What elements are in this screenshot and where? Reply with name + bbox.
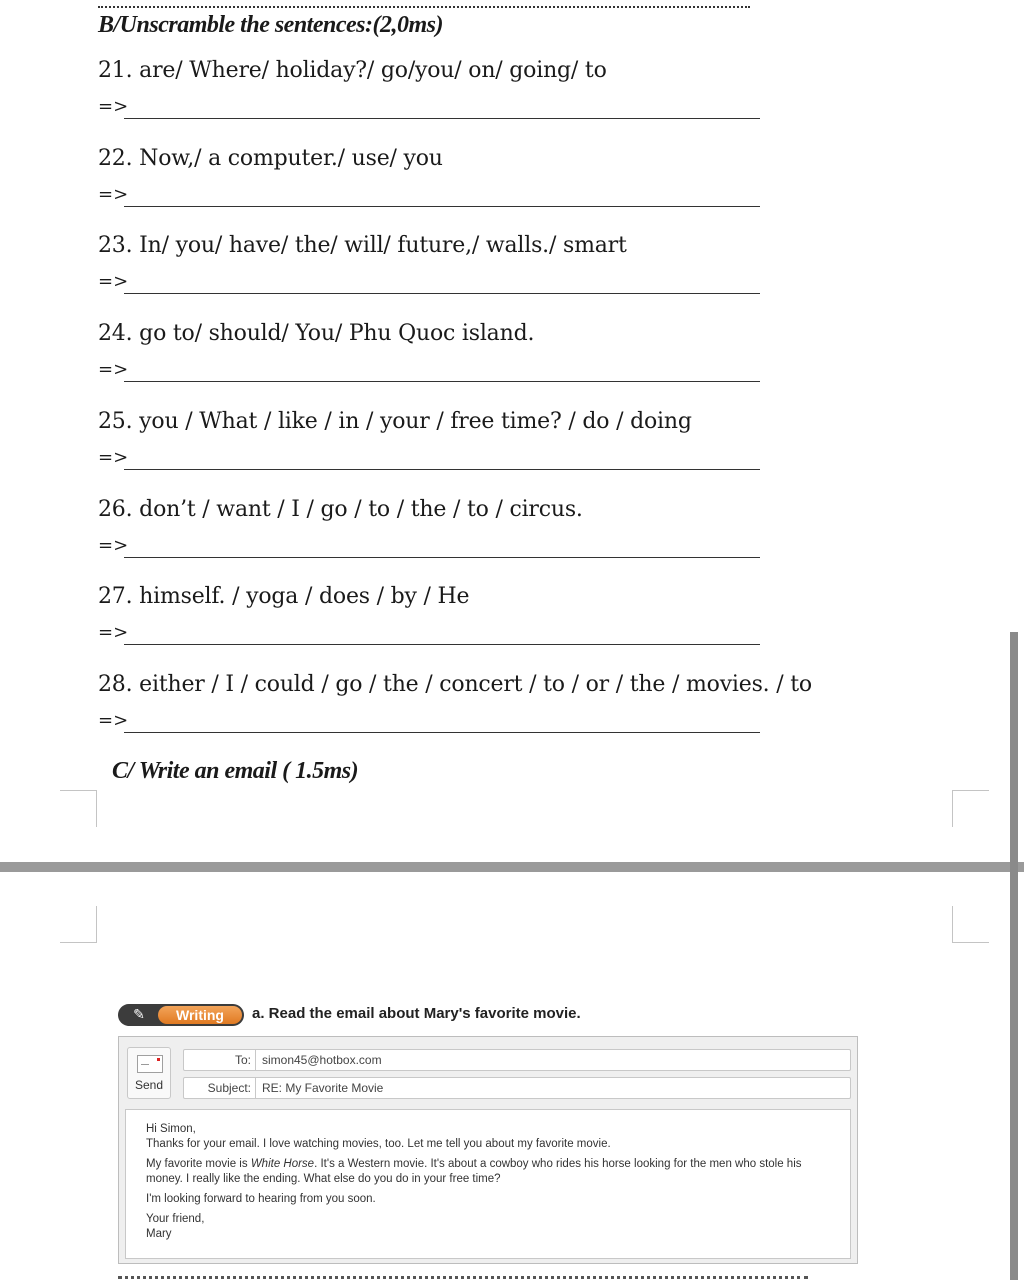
question-24 <box>98 319 818 380</box>
email-line-3: I'm looking forward to hearing from you soon. <box>146 1193 376 1205</box>
answer-arrow: => <box>98 622 129 643</box>
answer-arrow: => <box>98 184 129 205</box>
answer-arrow: => <box>98 359 129 380</box>
page-margin-marker <box>952 790 989 827</box>
question-text: 27. himself. / yoga / does / by / He <box>98 584 470 609</box>
answer-line[interactable] <box>98 271 762 297</box>
subject-value: RE: My Favorite Movie <box>262 1081 384 1095</box>
page-margin-marker <box>60 790 97 827</box>
section-b-heading: B/Unscramble the sentences:(2,0ms) <box>98 12 443 38</box>
question-text: 21. are/ Where/ holiday?/ go/you/ on/ going/ to <box>98 58 607 83</box>
page-margin-marker <box>952 906 989 943</box>
blank-line <box>124 644 760 645</box>
pen-icon: ✎ <box>133 1007 145 1023</box>
page-break <box>0 862 1024 872</box>
writing-instruction: a. Read the email about Mary's favorite movie. <box>252 1005 581 1022</box>
to-value: simon45@hotbox.com <box>262 1053 382 1067</box>
send-button[interactable] <box>127 1047 171 1099</box>
blank-line <box>124 118 760 119</box>
answer-arrow: => <box>98 535 129 556</box>
subject-field[interactable] <box>183 1077 851 1099</box>
email-greeting: Hi Simon, <box>146 1123 196 1135</box>
question-28 <box>98 670 818 731</box>
writing-badge-label: Writing <box>158 1006 242 1024</box>
page-margin-marker <box>60 906 97 943</box>
question-text: 25. you / What / like / in / your / free time? / do / doing <box>98 409 692 434</box>
writing-task-header <box>118 1004 878 1028</box>
cut-off-text-line <box>118 1276 808 1279</box>
email-signoff: Your friend, <box>146 1213 205 1225</box>
answer-arrow: => <box>98 271 129 292</box>
scrollbar[interactable] <box>1010 632 1018 1280</box>
to-label: To: <box>184 1050 256 1070</box>
question-25 <box>98 407 818 468</box>
answer-arrow: => <box>98 447 129 468</box>
answer-line[interactable] <box>98 359 762 385</box>
answer-line[interactable] <box>98 184 762 210</box>
email-line-1: Thanks for your email. I love watching movies, too. Let me tell you about my favorite movie. <box>146 1138 611 1150</box>
answer-arrow: => <box>98 96 129 117</box>
answer-arrow: => <box>98 710 129 731</box>
movie-title: White Horse <box>250 1158 315 1170</box>
question-text: 22. Now,/ a computer./ use/ you <box>98 146 443 171</box>
send-button-label: Send <box>134 1078 164 1092</box>
answer-line[interactable] <box>98 96 762 122</box>
question-27 <box>98 582 818 643</box>
dotted-separator <box>98 6 750 8</box>
question-text: 26. don’t / want / I / go / to / the / to / circus. <box>98 497 583 522</box>
answer-line[interactable] <box>98 447 762 473</box>
email-compose-window <box>118 1036 858 1264</box>
question-23 <box>98 231 818 292</box>
answer-line[interactable] <box>98 535 762 561</box>
question-21 <box>98 56 818 117</box>
blank-line <box>124 206 760 207</box>
blank-line <box>124 557 760 558</box>
question-26 <box>98 495 818 556</box>
question-text: 24. go to/ should/ You/ Phu Quoc island. <box>98 321 535 346</box>
writing-badge <box>118 1004 244 1026</box>
question-22 <box>98 144 818 205</box>
blank-line <box>124 293 760 294</box>
section-c-heading: C/ Write an email ( 1.5ms) <box>112 758 359 784</box>
blank-line <box>124 381 760 382</box>
email-paragraph-2: My favorite movie is White Horse. It's a Western movie. It's about a cowboy who rides his horse looking for the men who stole his money. I really like the ending. What else do you do in your free time? <box>146 1158 802 1185</box>
question-text: 23. In/ you/ have/ the/ will/ future,/ walls./ smart <box>98 233 627 258</box>
email-signature: Mary <box>146 1228 172 1240</box>
to-field[interactable] <box>183 1049 851 1071</box>
blank-line <box>124 469 760 470</box>
question-text: 28. either / I / could / go / the / concert / to / or / the / movies. / to <box>98 672 812 697</box>
answer-line[interactable] <box>98 622 762 648</box>
blank-line <box>124 732 760 733</box>
envelope-icon <box>137 1055 163 1073</box>
email-body[interactable] <box>125 1109 851 1259</box>
answer-line[interactable] <box>98 710 762 736</box>
subject-label: Subject: <box>184 1078 256 1098</box>
